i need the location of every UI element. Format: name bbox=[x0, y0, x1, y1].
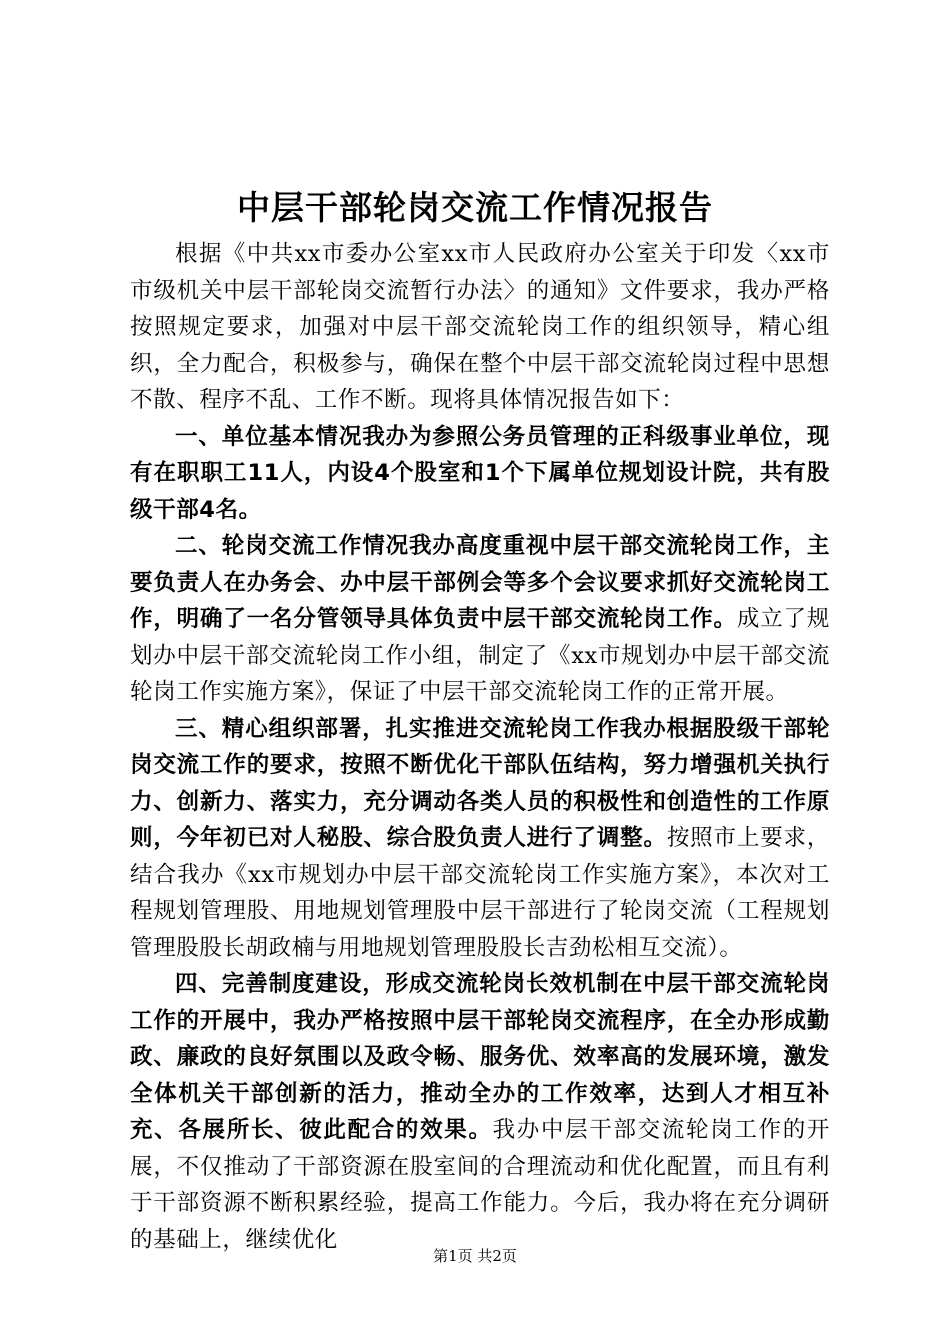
paragraph-text: 我办中层干部交流轮岗工作的开展，不仅推动了干部资源在股室间的合理流动和优化配置，而且有利于干部资源不断积累经验，提高工作能力。今后，我办将在充分调研的基础上，继续优化 bbox=[130, 1117, 830, 1253]
paragraph-intro bbox=[130, 236, 830, 419]
paragraph-text: 成立了规划办中层干部交流轮岗工作小组，制定了《xx市规划办中层干部交流轮岗工作实施方案》，保证了中层干部交流轮岗工作的正常开展。 bbox=[130, 606, 830, 705]
paragraph-section-1 bbox=[130, 419, 830, 529]
page-number-footer: 第1页 共2页 bbox=[433, 1247, 517, 1265]
paragraph-bold-text: 三、精心组织部署，扎实推进交流轮岗工作我办根据股级干部轮岗交流工作的要求，按照不断优化干部队伍结构，努力增强机关执行力、创新力、落实力，充分调动各类人员的积极性和创造性的工作原则，今年初已对人秘股、综合股负责人进行了调整。 bbox=[130, 715, 830, 851]
paragraph-section-2 bbox=[130, 528, 830, 711]
paragraph-text: 按照市上要求，结合我办《xx市规划办中层干部交流轮岗工作实施方案》，本次对工程规划管理股、用地规划管理股中层干部进行了轮岗交流（工程规划管理股股长胡政楠与用地规划管理股股长吉劲松相互交流）。 bbox=[130, 825, 830, 961]
paragraph-bold-text: 二、轮岗交流工作情况我办高度重视中层干部交流轮岗工作，主要负责人在办务会、办中层干部例会等多个会议要求抓好交流轮岗工作，明确了一名分管领导具体负责中层干部交流轮岗工作。 bbox=[130, 533, 830, 632]
document-body bbox=[130, 236, 830, 1258]
paragraph-section-3 bbox=[130, 711, 830, 967]
paragraph-text: 根据《中共xx市委办公室xx市人民政府办公室关于印发〈xx市市级机关中层干部轮岗交流暂行办法〉的通知》文件要求，我办严格按照规定要求，加强对中层干部交流轮岗工作的组织领导，精心组织，全力配合，积极参与，确保在整个中层干部交流轮岗过程中思想不散、程序不乱、工作不断。现将具体情况报告如下： bbox=[130, 241, 830, 413]
document-title: 中层干部轮岗交流工作情况报告 bbox=[237, 188, 713, 227]
paragraph-bold-text: 四、完善制度建设，形成交流轮岗长效机制在中层干部交流轮岗工作的开展中，我办严格按照中层干部轮岗交流程序，在全办形成勤政、廉政的良好氛围以及政令畅、服务优、效率高的发展环境，激发全体机关干部创新的活力，推动全办的工作效率，达到人才相互补充、各展所长、彼此配合的效果。 bbox=[130, 971, 830, 1143]
paragraph-section-4 bbox=[130, 966, 830, 1258]
paragraph-bold-text: 一、单位基本情况我办为参照公务员管理的正科级事业单位，现有在职职工11人，内设4个股室和1个下属单位规划设计院，共有股级干部4名。 bbox=[130, 423, 830, 523]
